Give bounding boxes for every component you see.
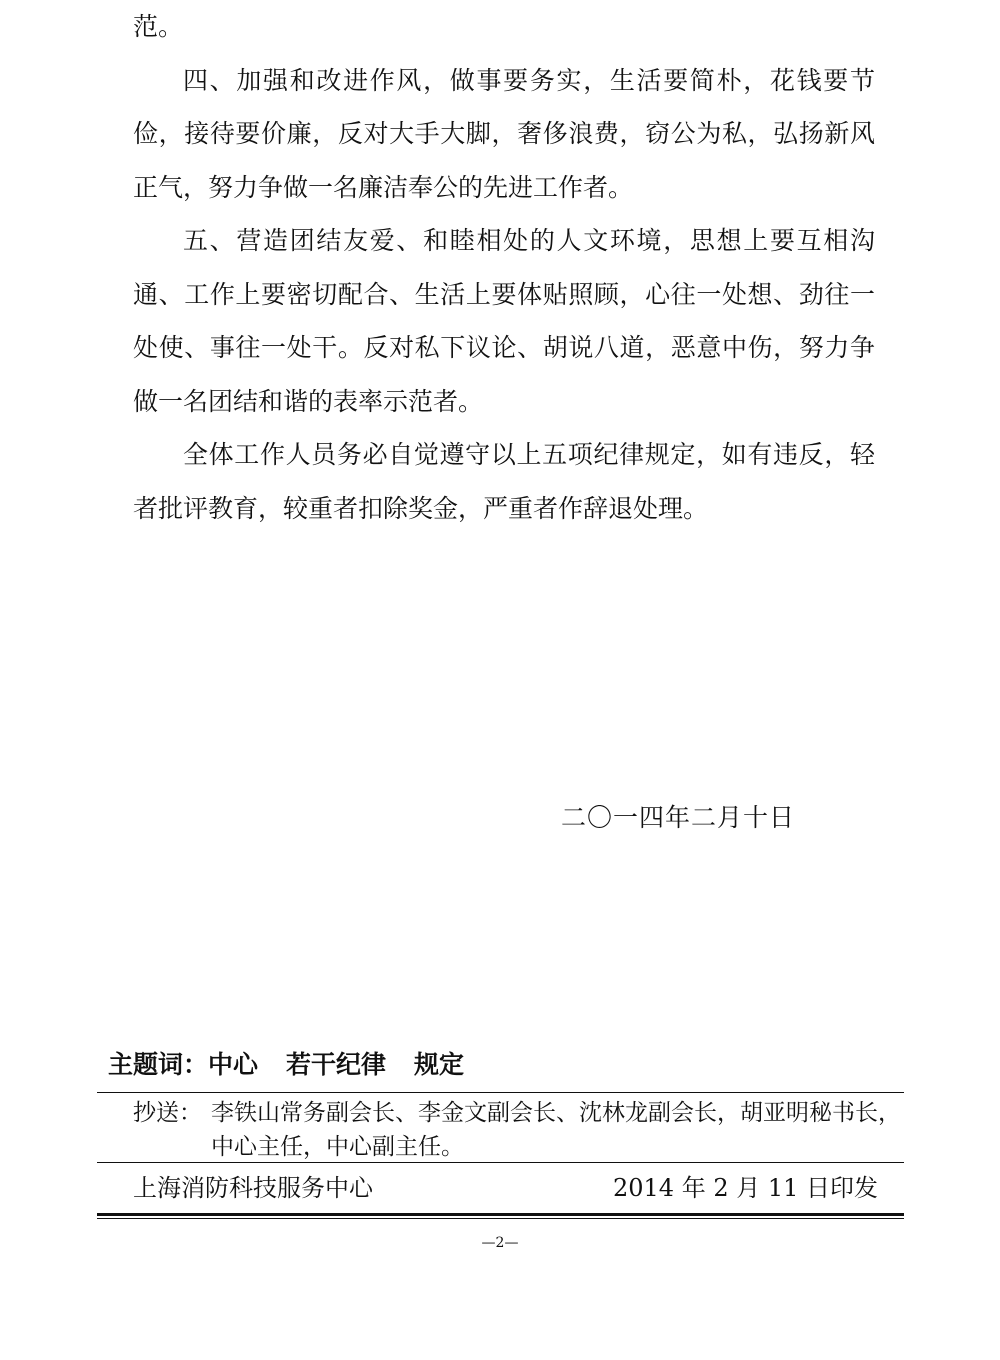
issuing-organization: 上海消防科技服务中心 <box>133 1174 373 1202</box>
divider-line <box>97 1092 904 1093</box>
paragraph-continuation: 范。 <box>133 12 184 41</box>
divider-line-thick <box>97 1213 904 1216</box>
divider-line <box>97 1162 904 1163</box>
subject-term: 若干纪律 <box>286 1050 387 1079</box>
cc-list <box>211 1096 911 1164</box>
subject-keywords <box>108 1045 492 1085</box>
document-body <box>133 0 875 535</box>
divider-line <box>97 1218 904 1219</box>
cc-label: 抄送： <box>133 1100 202 1126</box>
paragraph-item-four: 四、加强和改进作风，做事要务实，生活要简朴，花钱要节俭，接待要价廉，反对大手大脚，奢侈浪费，窃公为私，弘扬新风正气，努力争做一名廉洁奉公的先进工作者。 <box>133 65 875 202</box>
issue-date: 2014 年 2 月 11 日印发 <box>613 1174 879 1202</box>
cc-line: 李铁山常务副会长、李金文副会长、沈林龙副会长，胡亚明秘书长， <box>211 1100 901 1126</box>
cc-line: 中心主任，中心副主任。 <box>211 1134 464 1160</box>
paragraph-item-five: 五、营造团结友爱、和睦相处的人文环境，思想上要互相沟通、工作上要密切配合、生活上要体贴照顾，心往一处想、劲往一处使、事往一处干。反对私下议论、胡说八道，恶意中伤，努力争做一名团结和谐的表率示范者。 <box>133 226 875 416</box>
page-number: —2— <box>481 1235 519 1251</box>
document-date: 二〇一四年二月十日 <box>561 803 796 832</box>
subject-term: 中心 <box>208 1050 259 1079</box>
paragraph-closing: 全体工作人员务必自觉遵守以上五项纪律规定，如有违反，轻者批评教育，较重者扣除奖金，严重者作辞退处理。 <box>133 440 875 523</box>
subject-term: 规定 <box>414 1050 465 1079</box>
subject-label: 主题词： <box>108 1050 209 1079</box>
